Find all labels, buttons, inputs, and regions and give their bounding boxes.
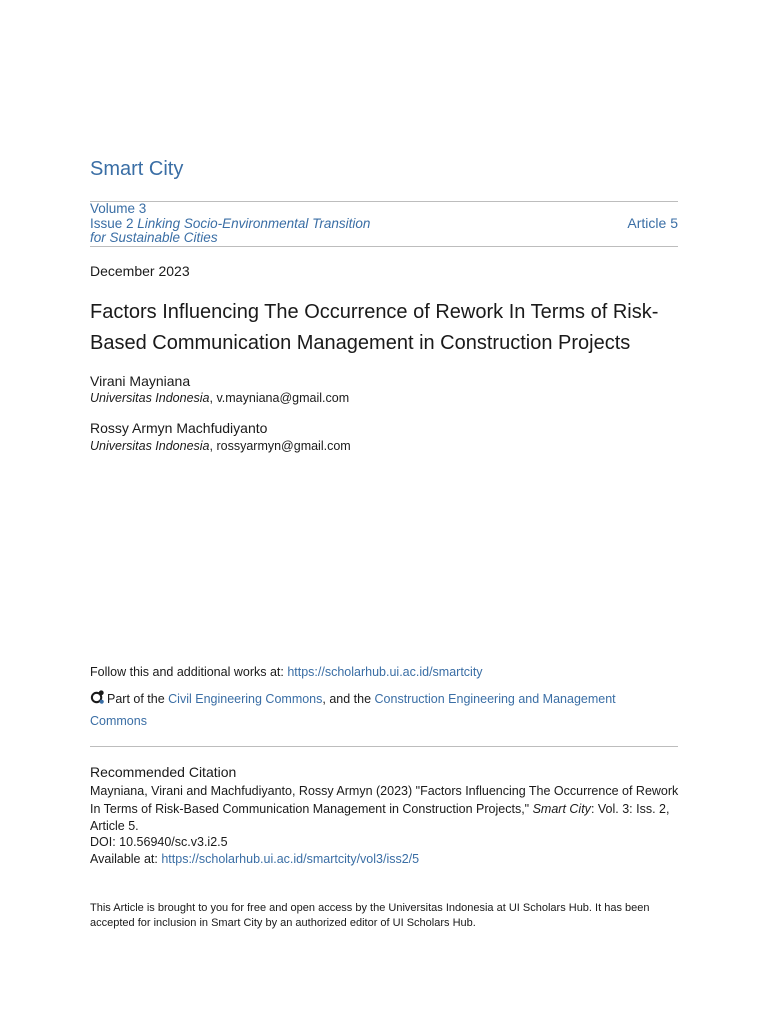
follow-url-link[interactable]: https://scholarhub.ui.ac.id/smartcity [287,665,483,679]
doi-text: DOI: 10.56940/sc.v3.i2.5 [90,835,228,849]
issue-link[interactable] [90,216,370,231]
divider-citation [90,746,678,747]
citation-line3: Article 5. [90,819,139,833]
author-1-name: Virani Mayniana [90,373,191,389]
part-of-line [90,688,680,732]
follow-line [90,665,483,679]
issue-prefix: Issue 2 [90,215,134,231]
issue-title-line1: Linking Socio-Environmental Transition [137,215,371,231]
construction-engineering-commons-link[interactable]: Construction Engineering and Management [374,692,616,706]
citation-line2-start: In Terms of Risk-Based Communication Management in Construction Projects," [90,801,533,816]
available-at-line [90,852,419,866]
part-of-middle: , and the [322,692,375,706]
paper-title-line1: Factors Influencing The Occurrence of Rework In Terms of Risk- [90,301,659,323]
author-1-affiliation [90,391,349,405]
publication-date: December 2023 [90,263,190,279]
commons-network-icon [90,690,105,705]
footer-line1: This Article is brought to you for free and open access by the Universitas Indonesia at UI Scholars Hub. It has been [90,902,650,914]
civil-engineering-commons-link[interactable]: Civil Engineering Commons [168,692,323,706]
divider-issue [90,246,678,247]
author-2-institution: Universitas Indonesia [90,439,210,453]
recommended-citation-heading: Recommended Citation [90,764,237,780]
available-url-link[interactable]: https://scholarhub.ui.ac.id/smartcity/vol3/iss2/5 [161,852,420,866]
follow-text: Follow this and additional works at: [90,665,288,679]
author-1-email: , v.mayniana@gmail.com [209,391,350,405]
part-of-prefix: Part of the [107,692,169,706]
author-2-name: Rossy Armyn Machfudiyanto [90,420,268,436]
issue-info [90,202,430,246]
author-1-institution: Universitas Indonesia [90,391,210,405]
paper-title-line2: Based Communication Management in Construction Projects [90,332,631,354]
issue-title-line2[interactable]: for Sustainable Cities [90,230,218,245]
open-access-note [90,901,680,931]
citation-journal: Smart City [532,801,591,816]
citation-line2 [90,801,685,819]
footer-line2: accepted for inclusion in Smart City by an authorized editor of UI Scholars Hub. [90,917,476,929]
available-label: Available at: [90,852,162,866]
construction-engineering-commons-link-cont[interactable]: Commons [90,714,147,728]
citation-line2-end: : Vol. 3: Iss. 2, [590,801,670,816]
journal-title-link[interactable]: Smart City [90,158,184,180]
author-2-affiliation [90,439,351,453]
citation-text [90,783,685,836]
volume-link[interactable]: Volume 3 [90,201,147,216]
author-2-email: , rossyarmyn@gmail.com [209,439,351,453]
paper-title [90,297,680,359]
citation-line1: Mayniana, Virani and Machfudiyanto, Rossy Armyn (2023) "Factors Influencing The Occurrence of Rework [90,784,679,798]
article-number-link[interactable]: Article 5 [627,215,678,231]
